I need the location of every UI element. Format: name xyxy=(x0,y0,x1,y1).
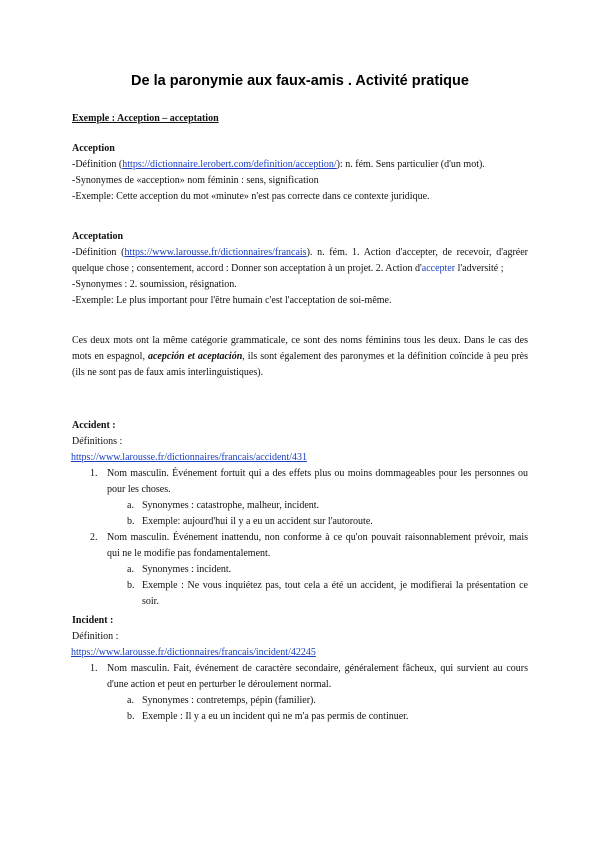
accident-dictionary-link[interactable]: https://www.larousse.fr/dictionnaires/francais/accident/431 xyxy=(71,452,307,463)
accident-section xyxy=(72,418,528,610)
acceptation-dictionary-link[interactable]: https://www.larousse.fr/dictionnaires/francais xyxy=(124,247,307,258)
sub-list-item: b. Exemple : Il y a eu un incident qui ne m'a pas permis de continuer. xyxy=(127,711,409,722)
sub-list-item: b. Exemple : Ne vous inquiétez pas, tout cela a été un accident, je modifierai la présentation ce soir. xyxy=(127,580,528,607)
list-item: 2. Nom masculin. Événement inattendu, non conforme à ce qu'on pouvait raisonnablement prévoir, mais qui ne le modifie pas fondamentalement. a. Synonymes : incident. b. Exemple : Ne vous inquiétez pas, tout cela a été un accident, je modifierai la présentation ce soir. xyxy=(72,530,528,610)
acceptation-definition: -Définition (https://www.larousse.fr/dictionnaires/francais). n. fém. 1. Action d'accepter, de recevoir, d'agréer quelque chose ; consentement, accord : Donner son acceptation à un projet. 2. Action d'accepter l'adversité ; xyxy=(72,247,528,274)
acceptation-synonyms: -Synonymes : 2. soumission, résignation. xyxy=(72,279,237,290)
list-item: 1. Nom masculin. Événement fortuit qui a des effets plus ou moins dommageables pour les personnes ou pour les choses. a. Synonymes : catastrophe, malheur, incident. b. Exemple: aujourd'hui il y a eu un accident sur l'autoroute. xyxy=(72,466,528,530)
incident-heading: Incident : xyxy=(72,615,114,626)
incident-dictionary-link[interactable]: https://www.larousse.fr/dictionnaires/francais/incident/42245 xyxy=(71,647,316,658)
acception-definition: -Définition (https://dictionnaire.lerobert.com/definition/acception/): n. fém. Sens particulier (d'un mot). xyxy=(72,159,485,170)
accident-definition-list xyxy=(72,466,528,610)
acceptation-section xyxy=(72,229,528,309)
accepter-link[interactable]: accepter xyxy=(421,263,456,274)
sub-list-item: b. Exemple: aujourd'hui il y a eu un accident sur l'autoroute. xyxy=(127,516,373,527)
acception-dictionary-link[interactable]: https://dictionnaire.lerobert.com/definition/acception/ xyxy=(122,159,337,170)
incident-definition-label: Définition : xyxy=(72,631,119,642)
page-title: De la paronymie aux faux-amis . Activité pratique xyxy=(131,73,469,89)
acceptation-example: -Exemple: Le plus important pour l'être humain c'est l'acceptation de soi-même. xyxy=(72,295,392,306)
acception-heading: Acception xyxy=(72,143,115,154)
incident-section xyxy=(72,613,528,725)
example-heading: Exemple : Acception – acceptation xyxy=(72,113,219,124)
acception-section xyxy=(72,141,528,205)
acception-example: -Exemple: Cette acception du mot «minute» n'est pas correcte dans ce contexte juridique. xyxy=(72,191,430,202)
acception-synonyms: -Synonymes de «acception» nom féminin : sens, signification xyxy=(72,175,319,186)
comparison-paragraph: Ces deux mots ont la même catégorie grammaticale, ce sont des noms féminins tous les deux. Dans le cas des mots en espagnol, acepción et aceptación, ils sont également des paronymes et la définition coïncide à peu près (ils ne sont pas de faux amis interlinguistiques). xyxy=(72,335,528,378)
sub-list-item: a. Synonymes : incident. xyxy=(127,564,232,575)
sub-list-item: a. Synonymes : catastrophe, malheur, incident. xyxy=(127,500,320,511)
acceptation-heading: Acceptation xyxy=(72,231,124,242)
spanish-terms: acepción et aceptación xyxy=(147,351,243,362)
list-item: 1. Nom masculin. Fait, événement de caractère secondaire, généralement fâcheux, qui survient au cours d'une action et peut en perturber le déroulement normal. a. Synonymes : contretemps, pépin (familier). b. Exemple : Il y a eu un incident qui ne m'a pas permis de continuer. xyxy=(72,661,528,725)
accident-definitions-label: Définitions : xyxy=(72,436,123,447)
sub-list-item: a. Synonymes : contretemps, pépin (familier). xyxy=(127,695,316,706)
incident-definition-list xyxy=(72,661,528,725)
accident-heading: Accident : xyxy=(72,420,116,431)
